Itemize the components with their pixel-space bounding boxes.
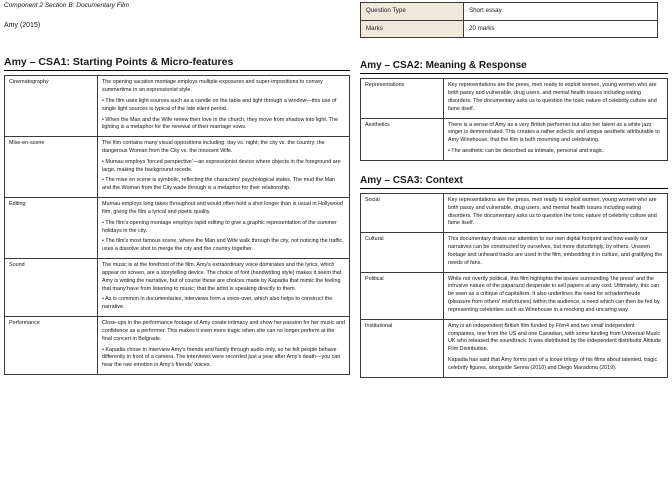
row-para: • Kapadia chose to interview Amy's friends and family through audio only, so he felt people behave differently in front of a camera. The interviews were recorded just a year after Amy's death—you can hear the raw emotion in Amy's friends' voices. [102,346,341,369]
row-para: Key representations are the press, men ready to exploit women, young women who are both passy and vulnerable, drug users, and mental health issues including eating disorders. The documentary asks us to question the toxic nature of celebrity culture and fame itself. [448,196,657,227]
meta-key: Question Type [361,3,464,21]
row-body [444,272,668,319]
film-line: Amy (2015) [4,21,41,29]
row-label: Editing [5,198,98,259]
component-line: Component 2 Section B: Documentary Film [4,2,129,9]
row-label: Institutional [361,319,444,377]
table-row [361,272,668,319]
csa2-title: Amy – CSA2: Meaning & Response [360,60,527,72]
row-label: Mise-en-scene [5,137,98,198]
row-para: This documentary draws our attention to our own digital footprint and how easily our narratives can be constructed by ourselves, but more disturbingly, by others. Unseen footage and unheard tracks are used in the film, embedding it in culture, and gratifying the needs of fans. [448,236,663,266]
row-para: • The film's most famous scene, where the Man and Wife walk through the city, not noticing the traffic, uses a dissolve shot to merge the city and the country together. [102,238,344,253]
row-para: While not overtly political, this film highlights the issues surrounding 'the press' and the intrusive nature of the paparazzi desperate to sell papers at any cost. Ultimately, this can be seen as a critique of capitalism. It also underlines the need for schadenfreude (pleasure from others' misfortunes) within the audience, a need which can then be fed by representing celebrities such as Winehouse in a mocking and uncaring way. [448,275,660,313]
csa3-rule [360,188,668,189]
csa2-table [360,78,668,161]
row-para: • The film uses light sources such as a candle on the table and light through a window—this use of single light sources is typical of the late silent period. [102,97,337,112]
row-para: • The film's opening montage employs rapid editing to give a graphic representation of the summer holidays in the city. [102,219,337,234]
row-body [444,79,668,118]
row-label: Cinematography [5,76,98,137]
row-para: The film contains many visual oppositions including: day vs. night; the city vs. the country; the dangerous Woman from the City vs. the innocent Wife. [102,140,325,154]
row-para: Amy is an independent British film funded by Film4 and two small independent companies, one from the US and one Canadian, with some funding from Universal Music UK who released the soundtrack. It was distributed by the independent distributor Altitude Film Distribution. [448,322,662,353]
table-row [361,3,658,21]
table-row [361,118,668,160]
meta-value: 20 marks [464,20,658,38]
right-column [360,2,668,378]
table-row [5,137,350,198]
csa1-table [4,75,350,375]
table-row [5,198,350,259]
left-column [4,2,350,375]
table-row [5,259,350,317]
table-row [361,79,668,118]
csa3-table [360,193,668,378]
row-label: Cultural [361,233,444,272]
row-para: The opening vacation montage employs multiple exposures and super-impositions to convey summertime in an expressionist style. [102,79,323,94]
row-para: Close-ups in the performance footage of Amy create intimacy and show her passion for her music and confidence as a performer. This makes it even more tragic when she can no longer perform at the final concert in Belgrade. [102,320,346,342]
table-row [361,193,668,232]
question-meta-table [360,2,658,38]
row-para: The music is at the forefront of the film. Amy's extraordinary voice dominates and the lyrics, which appear on screen, are a storytelling device. The choice of font (handwriting style) makes it seem that Amy is writing the narrative, but of course these are choices made by Kapadia that mimic the feeling that many have from listening to music; that the artist is speaking directly to them. [102,262,342,292]
row-label: Performance [5,317,98,375]
row-body [444,193,668,232]
meta-value: Short essay [464,3,658,21]
row-label: Sound [5,259,98,317]
table-row [361,319,668,377]
row-para: Key representations are the press, men ready to exploit women, young women who are both passy and vulnerable, drug users, and mental health issues including eating disorders. The documentary asks us to question the toxic nature of celebrity culture and fame itself. [448,82,657,112]
row-body [98,198,350,259]
row-para: Kapadia has said that Amy forms part of a loose trilogy of his films about talented, tragic celebrity figures, alongside Senna (2010) and Diego Maradona (2019). [448,357,658,371]
row-body [98,137,350,198]
row-body [444,233,668,272]
row-label: Political [361,272,444,319]
table-row [361,20,658,38]
document-header [4,2,350,30]
row-body [98,259,350,317]
row-para: Murnau employs long takes throughout and would often hold a shot longer than is usual in Hollywood film, giving the film a lyrical and poetic quality. [102,201,343,215]
table-row [361,233,668,272]
row-body [444,319,668,377]
row-para: • Murnau employs 'forced perspective'—an expressionist device where objects in the foreground are large, making the background recede. [102,158,341,173]
row-para: • As is common in documentaries, interviews form a voice-over, which also helps to construct the narrative. [102,296,333,311]
row-label: Aesthetics [361,118,444,160]
row-para: • The mise en scene is symbolic, reflecting the characters' psychological states. The mud the Man and the Woman from the City wade through is a metaphor for their relationship. [102,177,336,192]
csa1-rule [4,70,350,71]
meta-key: Marks [361,20,464,38]
csa1-title: Amy – CSA1: Starting Points & Micro-features [4,56,234,69]
row-body [98,317,350,375]
csa3-title: Amy – CSA3: Context [360,174,463,186]
table-row [5,76,350,137]
row-para: • When the Man and the Wife renew their love in the church, they move from shadow into light. The lighting is a metaphor for the renewal of their marriage vows. [102,116,339,131]
table-row [5,317,350,375]
row-para: • The aesthetic can be described as intimate, personal and tragic. [448,148,605,155]
row-body [98,76,350,137]
section-spacer [360,161,668,175]
csa2-rule [360,73,668,74]
row-para: There is a sense of Amy as a very British performer but also her talent as a white jazz singer is demonstrated. This creates a rather eclectic and unique aesthetic attributable to Amy Winehouse, that the film is both mourning and celebrating. [448,121,660,144]
row-label: Representations [361,79,444,118]
row-label: Social [361,193,444,232]
row-body [444,118,668,160]
